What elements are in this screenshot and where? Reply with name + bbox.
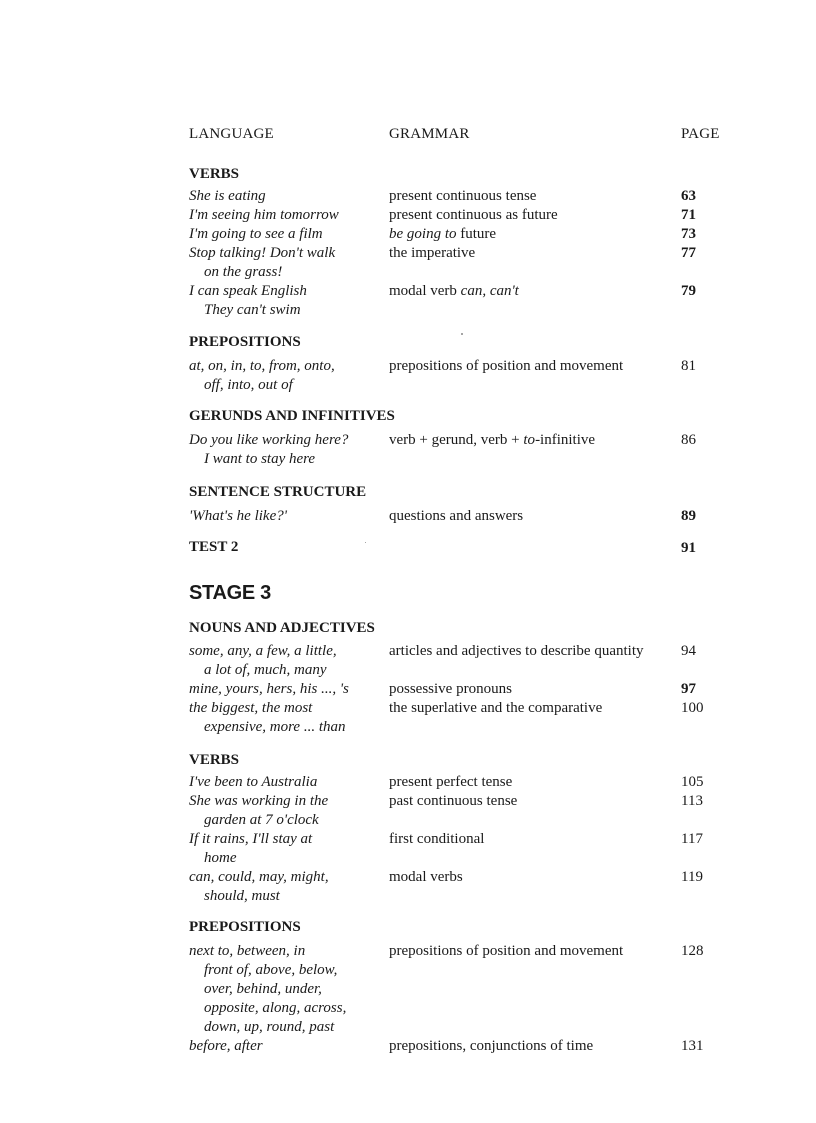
section-prepositions: PREPOSITIONS [189, 919, 301, 935]
page-number: 97 [681, 681, 696, 697]
grammar-cell: first conditional [389, 831, 485, 847]
language-cell: at, on, in, to, from, onto, off, into, out of [189, 358, 335, 393]
page-number: 63 [681, 188, 696, 204]
page-number: 100 [681, 700, 704, 716]
page-number: 117 [681, 831, 703, 847]
language-cell: the biggest, the most expensive, more ... than [189, 700, 346, 735]
language-cell: If it rains, I'll stay at home [189, 831, 313, 866]
page-number: 105 [681, 774, 704, 790]
page-number: 81 [681, 358, 696, 374]
section-gerunds-infinitives: GERUNDS AND INFINITIVES [189, 408, 395, 424]
scan-speck [365, 542, 366, 543]
header-grammar: GRAMMAR [389, 126, 470, 142]
language-cell: She was working in the garden at 7 o'clock [189, 793, 329, 828]
language-cell: Stop talking! Don't walk on the grass! [189, 245, 336, 280]
page-number: 79 [681, 283, 696, 299]
page-number: 86 [681, 432, 696, 448]
language-cell: I can speak English They can't swim [189, 283, 307, 318]
grammar-cell: be going to future [389, 226, 497, 242]
section-nouns-adjectives: NOUNS AND ADJECTIVES [189, 620, 375, 636]
page-number: 71 [681, 207, 696, 223]
section-verbs: VERBS [189, 166, 240, 182]
language-cell: 'What's he like?' [189, 508, 287, 524]
language-cell: I'm going to see a film [189, 226, 323, 242]
page-number: 131 [681, 1038, 704, 1054]
grammar-cell: present continuous tense [389, 188, 537, 204]
language-cell: next to, between, in front of, above, below, over, behind, under, opposite, along, across, down, up, round, past [189, 943, 347, 1035]
section-sentence-structure: SENTENCE STRUCTURE [189, 484, 367, 500]
grammar-cell: prepositions, conjunctions of time [389, 1038, 594, 1054]
grammar-cell: prepositions of position and movement [389, 358, 624, 374]
stage-heading: STAGE 3 [189, 582, 271, 604]
grammar-cell: present perfect tense [389, 774, 513, 790]
language-cell: She is eating [189, 188, 266, 204]
grammar-cell: questions and answers [389, 508, 524, 524]
grammar-cell: the superlative and the comparative [389, 700, 603, 716]
page-number: 91 [681, 540, 696, 556]
page-number: 73 [681, 226, 696, 242]
page-number: 94 [681, 643, 696, 659]
grammar-cell: present continuous as future [389, 207, 558, 223]
header-page: PAGE [681, 126, 720, 142]
section-prepositions: PREPOSITIONS [189, 334, 301, 350]
scan-speck [461, 333, 463, 335]
page-number: 113 [681, 793, 703, 809]
section-test-2: TEST 2 [189, 539, 239, 555]
grammar-cell: past continuous tense [389, 793, 518, 809]
grammar-cell: modal verb can, can't [389, 283, 519, 299]
language-cell: some, any, a few, a little, a lot of, much, many [189, 643, 337, 678]
page-number: 119 [681, 869, 703, 885]
language-cell: mine, yours, hers, his ..., 's [189, 681, 349, 697]
language-cell: Do you like working here? I want to stay here [189, 432, 349, 467]
language-cell: before, after [189, 1038, 263, 1054]
header-language: LANGUAGE [189, 126, 274, 142]
language-cell: I've been to Australia [189, 774, 318, 790]
section-verbs: VERBS [189, 752, 240, 768]
grammar-cell: verb + gerund, verb + to-infinitive [389, 432, 596, 448]
language-cell: can, could, may, might, should, must [189, 869, 329, 904]
grammar-cell: the imperative [389, 245, 476, 261]
page-number: 89 [681, 508, 696, 524]
grammar-cell: possessive pronouns [389, 681, 512, 697]
language-cell: I'm seeing him tomorrow [189, 207, 339, 223]
page-number: 128 [681, 943, 704, 959]
grammar-cell: prepositions of position and movement [389, 943, 624, 959]
grammar-cell: articles and adjectives to describe quantity [389, 643, 644, 659]
grammar-cell: modal verbs [389, 869, 463, 885]
page-number: 77 [681, 245, 696, 261]
